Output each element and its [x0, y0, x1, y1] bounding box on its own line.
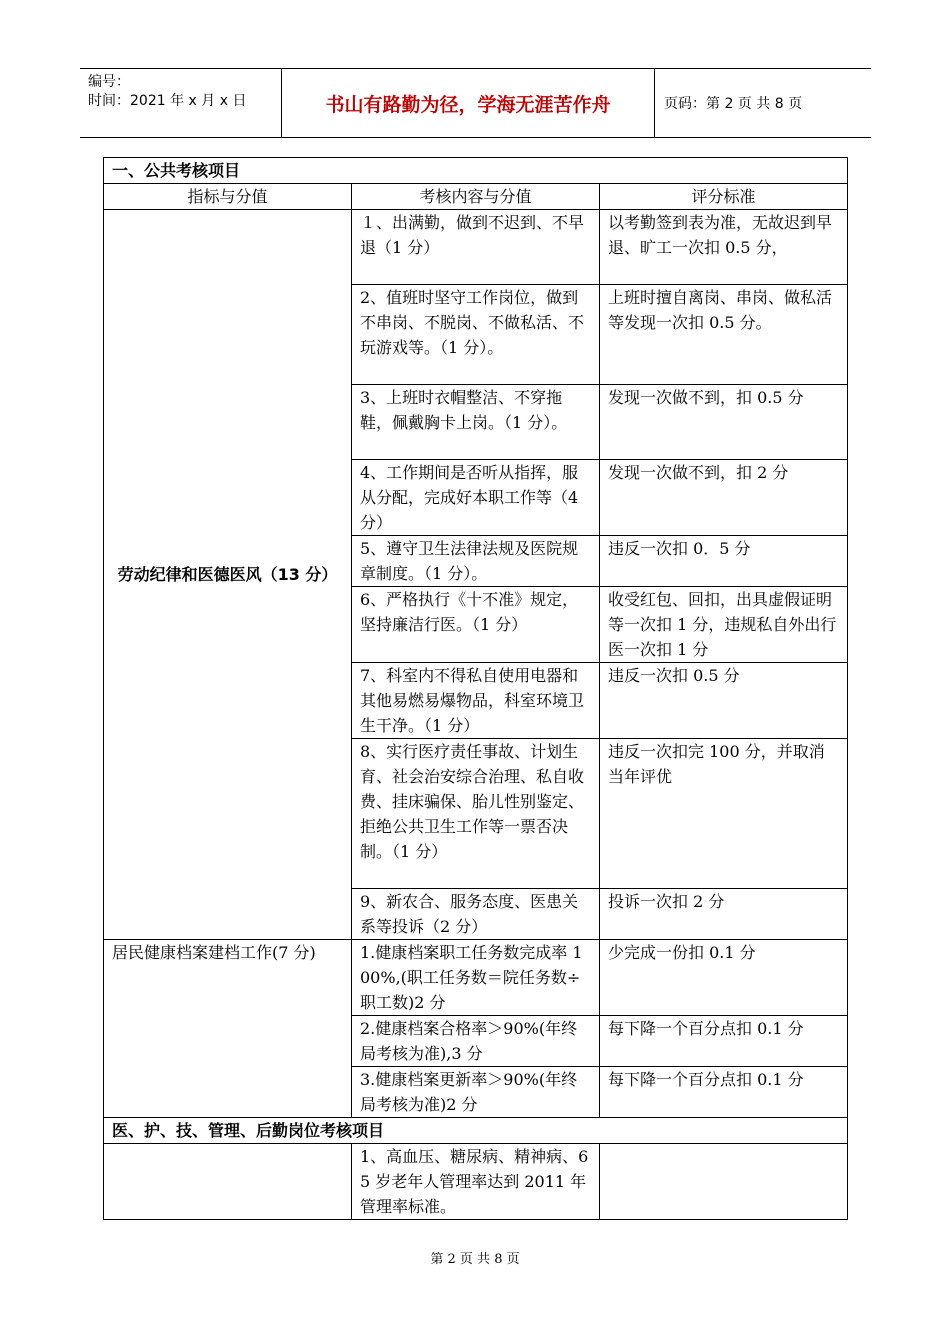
- section-title-public: 一、公共考核项目: [104, 158, 848, 184]
- content-cell: 4、工作期间是否听从指挥，服从分配，完成好本职工作等（4 分）: [352, 460, 600, 536]
- content-cell: 1、高血压、糖尿病、精神病、65 岁老年人管理率达到 2011 年管理率标准。: [352, 1144, 600, 1220]
- standard-cell: [600, 1144, 848, 1220]
- category-health-records: 居民健康档案建档工作(7 分): [104, 940, 352, 1118]
- standard-cell: 违反一次扣完 100 分，并取消当年评优: [600, 739, 848, 889]
- column-header-row: [104, 184, 848, 210]
- col-header-content: 考核内容与分值: [352, 184, 600, 210]
- header-meta: [80, 69, 282, 137]
- assessment-table: [103, 157, 848, 1220]
- date-label: 时间：2021 年 x 月 x 日: [88, 93, 247, 109]
- header-motto: 书山有路勤为径，学海无涯苦作舟: [282, 69, 655, 137]
- standard-cell: 少完成一份扣 0.1 分: [600, 940, 848, 1016]
- serial-label: 编号：: [88, 74, 130, 90]
- table-row: [104, 940, 848, 1016]
- col-header-indicator: 指标与分值: [104, 184, 352, 210]
- page-header: [80, 68, 871, 138]
- content-cell: 5、遵守卫生法律法规及医院规章制度。（1 分）。: [352, 536, 600, 587]
- standard-cell: 收受红包、回扣，出具虚假证明等一次扣 1 分，违规私自外出行医一次扣 1 分: [600, 587, 848, 663]
- content-cell: 6、严格执行《十不准》规定，坚持廉洁行医。（1 分）: [352, 587, 600, 663]
- content-cell: 3、上班时衣帽整洁、不穿拖鞋，佩戴胸卡上岗。（1 分）。: [352, 385, 600, 460]
- content-cell: 7、科室内不得私自使用电器和其他易燃易爆物品，科室环境卫生干净。（1 分）: [352, 663, 600, 739]
- standard-cell: 以考勤签到表为准，无故迟到早退、旷工一次扣 0.5 分，: [600, 210, 848, 285]
- standard-cell: 发现一次做不到，扣 2 分: [600, 460, 848, 536]
- standard-cell: 每下降一个百分点扣 0.1 分: [600, 1067, 848, 1118]
- content-cell: 2.健康档案合格率＞90%(年终局考核为准),3 分: [352, 1016, 600, 1067]
- standard-cell: 违反一次扣 0.5 分: [600, 663, 848, 739]
- col-header-standard: 评分标准: [600, 184, 848, 210]
- category-cell-empty: [104, 1144, 352, 1220]
- section-title-positions: 医、护、技、管理、后勤岗位考核项目: [104, 1118, 848, 1144]
- standard-cell: 每下降一个百分点扣 0.1 分: [600, 1016, 848, 1067]
- content-cell: １、出满勤，做到不迟到、不早退（1 分）: [352, 210, 600, 285]
- content-cell: 2、值班时坚守工作岗位，做到不串岗、不脱岗、不做私活、不玩游戏等。（1 分）。: [352, 285, 600, 385]
- page-footer: 第 2 页 共 8 页: [430, 1252, 520, 1267]
- standard-cell: 上班时擅自离岗、串岗、做私活等发现一次扣 0.5 分。: [600, 285, 848, 385]
- standard-cell: 发现一次做不到，扣 0.5 分: [600, 385, 848, 460]
- category-discipline: 劳动纪律和医德医风（13 分）: [104, 210, 352, 940]
- content-cell: 3.健康档案更新率＞90%(年终局考核为准)2 分: [352, 1067, 600, 1118]
- table-row: [104, 1144, 848, 1220]
- header-page-info: 页码：第 2 页 共 8 页: [664, 96, 803, 112]
- standard-cell: 投诉一次扣 2 分: [600, 889, 848, 940]
- table-row: [104, 210, 848, 285]
- standard-cell: 违反一次扣 0．5 分: [600, 536, 848, 587]
- content-cell: 9、新农合、服务态度、医患关系等投诉（2 分）: [352, 889, 600, 940]
- content-cell: 1.健康档案职工任务数完成率 100%,(职工任务数＝院任务数÷职工数)2 分: [352, 940, 600, 1016]
- content-cell: 8、实行医疗责任事故、计划生育、社会治安综合治理、私自收费、挂床骗保、胎儿性别鉴定、拒绝公共卫生工作等一票否决制。（1 分）: [352, 739, 600, 889]
